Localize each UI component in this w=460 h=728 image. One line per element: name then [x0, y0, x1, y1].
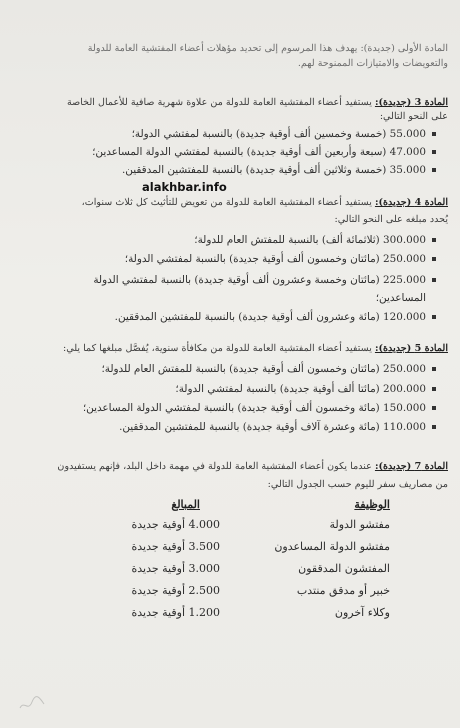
article-4-intro: [82, 196, 448, 209]
article-3-heading: المادة 3 (جديدة):: [374, 97, 448, 108]
bullet-icon: [432, 367, 436, 371]
article-5-item: 150.000 (مائة وخمسون ألف أوقية جديدة) بالنسبة لمفتشي الدولة المساعدين؛: [83, 401, 436, 415]
table-cell-amount: 3.500 أوقية جديدة: [131, 540, 220, 553]
watermark: alakhbar.info: [142, 180, 227, 194]
article-5-heading: المادة 5 (جديدة):: [374, 343, 448, 354]
article-5-item: 250.000 (مائتان وخمسون ألف أوقية جديدة) بالنسبة للمفتش العام للدولة؛: [102, 362, 437, 376]
table-cell-role: خبير أو مدقق منتدب: [296, 584, 390, 597]
article-3-line-1: يستفيد أعضاء المفتشية العامة للدولة من علاوة شهرية صافية للأعمال الخاصة: [66, 97, 372, 108]
article-7-intro: [57, 460, 448, 473]
article-3-line-2: على النحو التالي:: [379, 111, 448, 122]
pen-mark-icon: [18, 690, 46, 714]
bullet-icon: [432, 278, 436, 282]
article-4-item: 225.000 (مائتان وخمسة وعشرون ألف أوقية جديدة) بالنسبة لمفتشي الدولة: [93, 273, 436, 287]
article-5-item: 110.000 (مائة وعشرة آلاف أوقية جديدة) بالنسبة للمفتشين المدققين.: [119, 420, 436, 434]
article-5-intro: [63, 342, 448, 355]
article-4-heading: المادة 4 (جديدة):: [374, 197, 448, 208]
table-cell-role: المفتشون المدققون: [298, 562, 390, 575]
table-cell-role: مفتشو الدولة المساعدون: [274, 540, 390, 553]
article-1-line-2: والتعويضات والامتيازات الممنوحة لهم.: [297, 58, 448, 69]
bullet-icon: [432, 150, 436, 154]
bullet-icon: [432, 315, 436, 319]
article-4-item-continuation: المساعدين؛: [375, 292, 426, 304]
bullet-icon: [432, 132, 436, 136]
article-4-item: 300.000 (ثلاثمائة ألف) بالنسبة للمفتش العام للدولة؛: [194, 233, 436, 247]
bullet-icon: [432, 406, 436, 410]
article-7-line-1: عندما يكون أعضاء المفتشية العامة للدولة في مهمة داخل البلد، فإنهم يستفيدون: [57, 461, 372, 472]
article-5-item: 200.000 (مائتا ألف أوقية جديدة) بالنسبة لمفتشي الدولة؛: [175, 382, 436, 396]
table-cell-amount: 3.000 أوقية جديدة: [131, 562, 220, 575]
article-4-item: 120.000 (مائة وعشرون ألف أوقية جديدة) بالنسبة للمفتشين المدققين.: [115, 310, 436, 324]
article-3-item: 55.000 (خمسة وخمسين ألف أوقية جديدة) بالنسبة لمفتشي الدولة؛: [132, 127, 436, 141]
article-4-line-2: يُحدد مبلغه على النحو التالي:: [334, 214, 448, 225]
article-3-item: 35.000 (خمسة وثلاثين ألف أوقية جديدة) بالنسبة للمفتشين المدققين.: [122, 163, 436, 177]
article-1-line-1: المادة الأولى (جديدة): يهدف هذا المرسوم إلى تحديد مؤهلات أعضاء المفتشية العامة للدولة: [87, 43, 448, 54]
bullet-icon: [432, 168, 436, 172]
article-3-item: 47.000 (سبعة وأربعين ألف أوقية جديدة) بالنسبة لمفتشي الدولة المساعدين؛: [92, 145, 436, 159]
table-cell-role: مفتشو الدولة: [329, 518, 390, 531]
table-cell-amount: 2.500 أوقية جديدة: [131, 584, 220, 597]
table-cell-role: وكلاء آخرون: [334, 606, 390, 619]
article-4-item: 250.000 (مائتان وخمسون ألف أوقية جديدة) بالنسبة لمفتشي الدولة؛: [125, 252, 436, 266]
article-7-line-2: من مصاريف سفر لليوم حسب الجدول التالي:: [267, 479, 448, 490]
bullet-icon: [432, 238, 436, 242]
bullet-icon: [432, 257, 436, 261]
article-3-intro: [67, 96, 448, 109]
table-header-amount: المبالغ: [171, 498, 200, 511]
bullet-icon: [432, 425, 436, 429]
table-header-role: الوظيفة: [354, 498, 390, 511]
table-cell-amount: 4.000 أوقية جديدة: [131, 518, 220, 531]
bullet-icon: [432, 387, 436, 391]
article-4-line-1: يستفيد أعضاء المفتشية العامة للدولة من تعويض للتأثيث كل ثلاث سنوات،: [81, 197, 372, 208]
article-5-line-1: يستفيد أعضاء المفتشية العامة للدولة من مكافأة سنوية، يُفصَّل مبلغها كما يلي:: [63, 343, 372, 354]
table-cell-amount: 1.200 أوقية جديدة: [131, 606, 220, 619]
article-7-heading: المادة 7 (جديدة):: [374, 461, 448, 472]
